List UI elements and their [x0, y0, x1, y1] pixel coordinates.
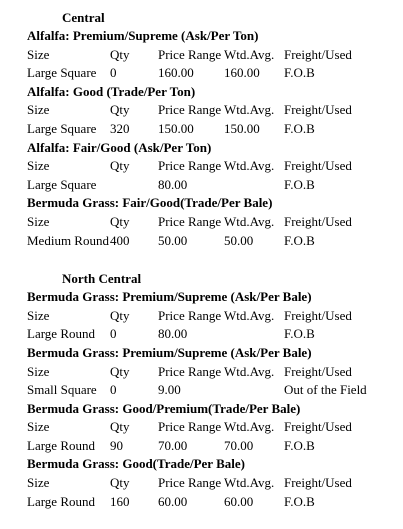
- section-title: Bermuda Grass: Premium/Supreme (Ask/Per Bale): [27, 344, 312, 360]
- freight-header: Freight/Used: [284, 363, 352, 379]
- wtd-avg-header: Wtd.Avg.: [224, 46, 275, 62]
- report-section: [0, 344, 403, 400]
- data-row: [0, 437, 403, 456]
- qty-value: 160: [110, 493, 130, 509]
- price-range-value: 50.00: [158, 232, 188, 248]
- size-header: Size: [27, 102, 50, 118]
- freight-header: Freight/Used: [284, 307, 352, 323]
- column-header-row: [0, 157, 403, 176]
- wtd-avg-header: Wtd.Avg.: [224, 475, 275, 491]
- freight-header: Freight/Used: [284, 475, 352, 491]
- qty-value: 90: [110, 437, 123, 453]
- qty-value: 0: [110, 65, 117, 81]
- price-range-value: 9.00: [158, 382, 181, 398]
- section-title: Bermuda Grass: Fair/Good(Trade/Per Bale): [27, 195, 273, 211]
- freight-header: Freight/Used: [284, 213, 352, 229]
- region-north-central: [0, 270, 403, 511]
- freight-value: F.O.B: [284, 437, 315, 453]
- size-value: Small Square: [27, 382, 97, 398]
- region-title: North Central: [62, 271, 142, 287]
- freight-value: Out of the Field: [284, 382, 367, 398]
- freight-value: F.O.B: [284, 232, 315, 248]
- qty-header: Qty: [110, 102, 130, 118]
- price-range-value: 60.00: [158, 493, 188, 509]
- report-section: [0, 400, 403, 456]
- price-range-header: Price Range: [158, 475, 222, 491]
- report-section: [0, 139, 403, 195]
- size-value: Large Square: [27, 120, 97, 136]
- qty-header: Qty: [110, 46, 130, 62]
- section-title: Alfalfa: Fair/Good (Ask/Per Ton): [27, 139, 212, 155]
- freight-header: Freight/Used: [284, 102, 352, 118]
- freight-header: Freight/Used: [284, 419, 352, 435]
- qty-value: 0: [110, 326, 117, 342]
- qty-value: 400: [110, 232, 130, 248]
- price-range-value: 70.00: [158, 437, 188, 453]
- size-value: Large Round: [27, 326, 95, 342]
- size-value: Large Round: [27, 437, 95, 453]
- data-row: [0, 493, 403, 512]
- freight-header: Freight/Used: [284, 158, 352, 174]
- price-range-header: Price Range: [158, 46, 222, 62]
- freight-value: F.O.B: [284, 326, 315, 342]
- price-range-value: 160.00: [158, 65, 194, 81]
- section-title: Bermuda Grass: Good(Trade/Per Bale): [27, 456, 245, 472]
- column-header-row: [0, 46, 403, 65]
- size-header: Size: [27, 46, 50, 62]
- price-range-header: Price Range: [158, 102, 222, 118]
- price-range-header: Price Range: [158, 213, 222, 229]
- price-range-header: Price Range: [158, 307, 222, 323]
- column-header-row: [0, 474, 403, 493]
- wtd-avg-value: 160.00: [224, 65, 260, 81]
- size-value: Large Round: [27, 493, 95, 509]
- section-title: Alfalfa: Good (Trade/Per Ton): [27, 83, 196, 99]
- qty-header: Qty: [110, 419, 130, 435]
- freight-value: F.O.B: [284, 493, 315, 509]
- size-header: Size: [27, 307, 50, 323]
- data-row: [0, 120, 403, 139]
- column-header-row: [0, 213, 403, 232]
- size-header: Size: [27, 363, 50, 379]
- qty-header: Qty: [110, 363, 130, 379]
- column-header-row: [0, 363, 403, 382]
- data-row: [0, 325, 403, 344]
- column-header-row: [0, 101, 403, 120]
- section-title: Bermuda Grass: Premium/Supreme (Ask/Per Bale): [27, 289, 312, 305]
- wtd-avg-value: 150.00: [224, 120, 260, 136]
- size-value: Large Square: [27, 65, 97, 81]
- report-section: [0, 194, 403, 250]
- section-title: Alfalfa: Premium/Supreme (Ask/Per Ton): [27, 28, 259, 43]
- wtd-avg-header: Wtd.Avg.: [224, 158, 275, 174]
- report-section: [0, 455, 403, 511]
- qty-value: 0: [110, 382, 117, 398]
- size-value: Large Square: [27, 176, 97, 192]
- size-value: Medium Round: [27, 232, 109, 248]
- wtd-avg-value: 50.00: [224, 232, 254, 248]
- data-row: [0, 64, 403, 83]
- price-range-header: Price Range: [158, 419, 222, 435]
- report-section: [0, 288, 403, 344]
- wtd-avg-header: Wtd.Avg.: [224, 213, 275, 229]
- report-section: [0, 27, 403, 83]
- price-range-value: 150.00: [158, 120, 194, 136]
- price-range-value: 80.00: [158, 326, 188, 342]
- freight-header: Freight/Used: [284, 46, 352, 62]
- report-section: [0, 83, 403, 139]
- wtd-avg-header: Wtd.Avg.: [224, 102, 275, 118]
- size-header: Size: [27, 213, 50, 229]
- size-header: Size: [27, 475, 50, 491]
- data-row: [0, 232, 403, 251]
- size-header: Size: [27, 158, 50, 174]
- data-row: [0, 381, 403, 400]
- qty-value: 320: [110, 120, 130, 136]
- wtd-avg-value: 70.00: [224, 437, 254, 453]
- size-header: Size: [27, 419, 50, 435]
- qty-header: Qty: [110, 475, 130, 491]
- freight-value: F.O.B: [284, 176, 315, 192]
- wtd-avg-header: Wtd.Avg.: [224, 307, 275, 323]
- wtd-avg-value: 60.00: [224, 493, 254, 509]
- data-row: [0, 176, 403, 195]
- column-header-row: [0, 307, 403, 326]
- wtd-avg-header: Wtd.Avg.: [224, 363, 275, 379]
- column-header-row: [0, 418, 403, 437]
- region-central: [0, 9, 403, 250]
- price-range-header: Price Range: [158, 363, 222, 379]
- price-range-header: Price Range: [158, 158, 222, 174]
- freight-value: F.O.B: [284, 120, 315, 136]
- price-range-value: 80.00: [158, 176, 188, 192]
- qty-header: Qty: [110, 213, 130, 229]
- qty-header: Qty: [110, 307, 130, 323]
- wtd-avg-header: Wtd.Avg.: [224, 419, 275, 435]
- freight-value: F.O.B: [284, 65, 315, 81]
- qty-header: Qty: [110, 158, 130, 174]
- section-title: Bermuda Grass: Good/Premium(Trade/Per Bale): [27, 400, 301, 416]
- region-title: Central: [62, 10, 105, 25]
